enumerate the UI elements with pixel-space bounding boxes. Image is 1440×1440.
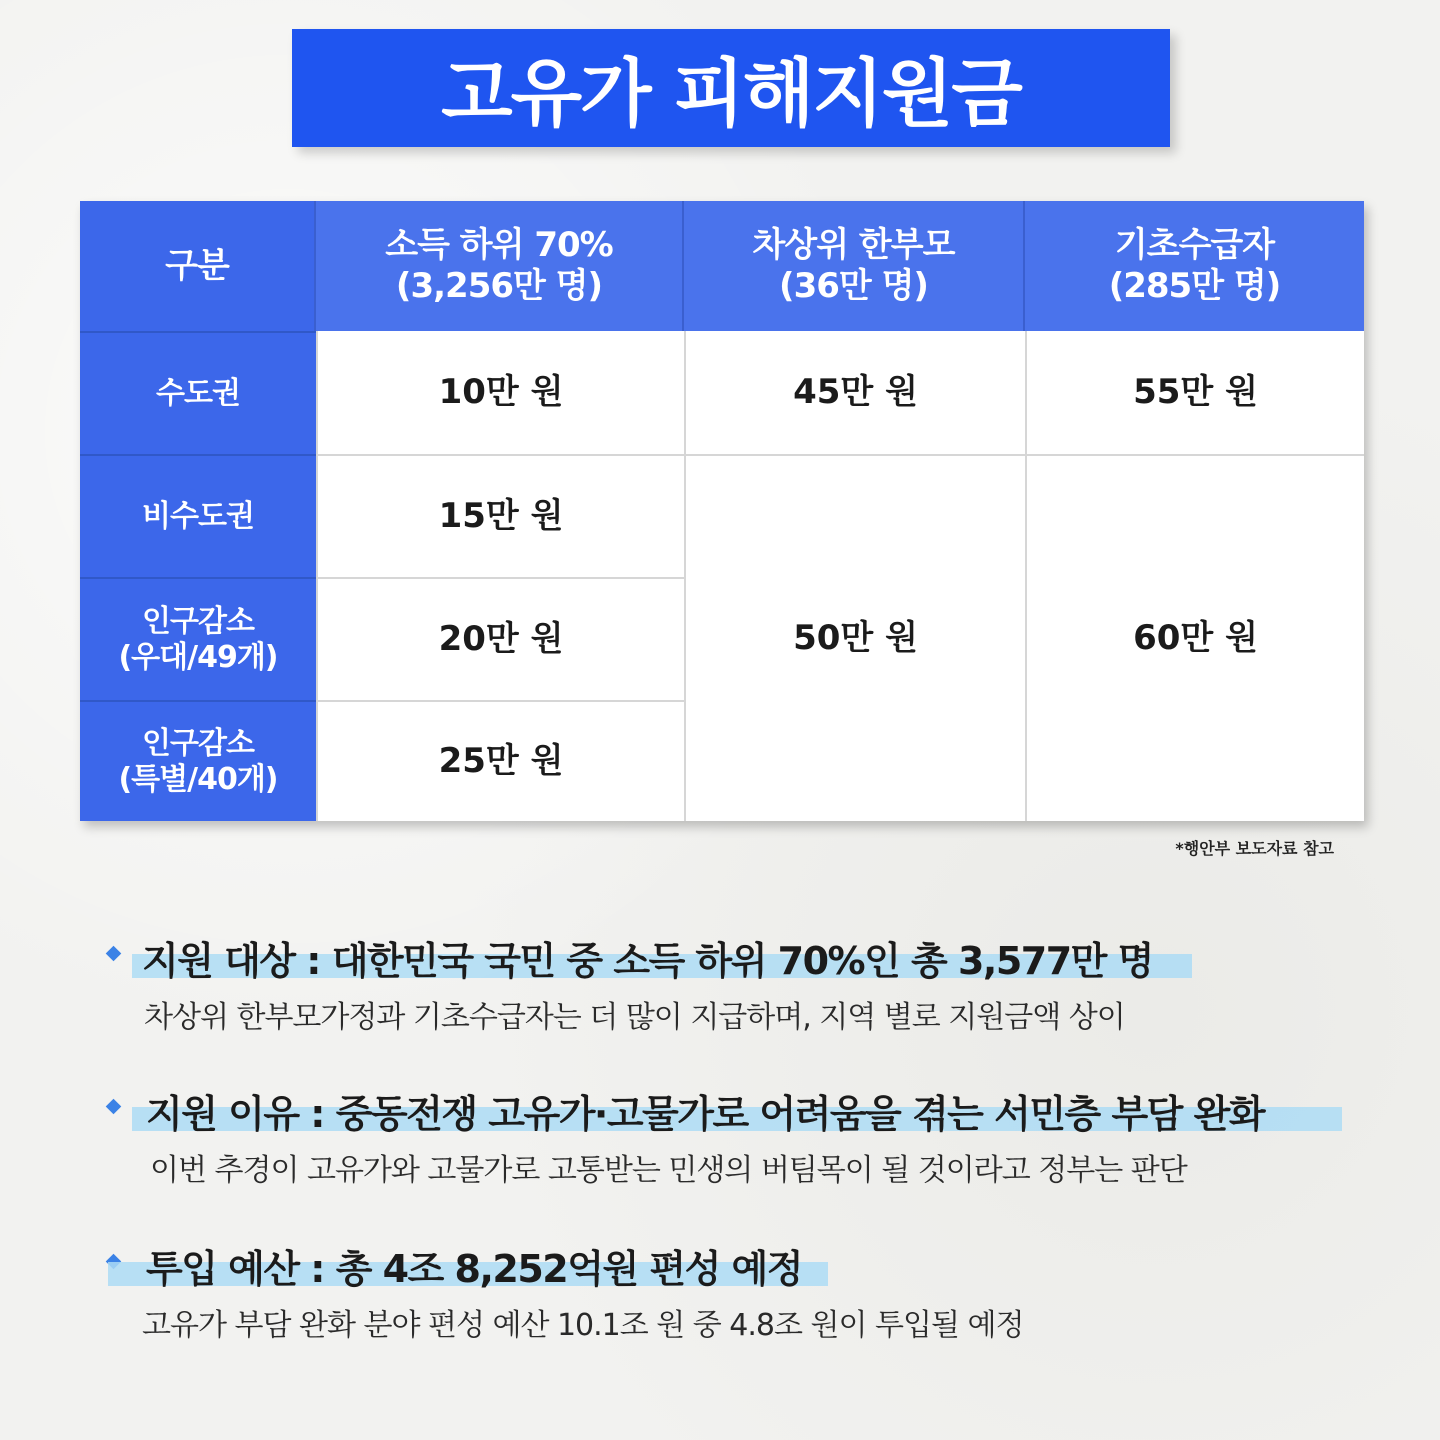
row-header-non-capital (80, 454, 316, 577)
bullet-description: 이번 추경이 고유가와 고물가로 고통받는 민생의 버팀목이 될 것이라고 정부는 판단 (150, 1153, 1187, 1188)
diamond-bullet-icon (106, 946, 122, 962)
column-header-income70 (316, 201, 684, 331)
column-header-line1: 차상위 한부모 (752, 225, 955, 266)
bullet-heading: 지원 대상 : 대한민국 국민 중 소득 하위 70%인 총 3,577만 명 (142, 939, 1153, 983)
row-header-line2: (특별/40개) (118, 761, 278, 797)
row-header-line1: 비수도권 (142, 498, 254, 534)
cell-basic-recipient-capital: 55만 원 (1025, 331, 1364, 454)
bullet-heading: 투입 예산 : 총 4조 8,252억원 편성 예정 (146, 1247, 802, 1291)
bullet-description: 고유가 부담 완화 분야 편성 예산 10.1조 원 중 4.8조 원이 투입될 예정 (142, 1308, 1024, 1343)
cell-single-parent-other: 50만 원 (684, 454, 1025, 821)
title-banner (292, 29, 1170, 147)
cell-basic-recipient-other: 60만 원 (1025, 454, 1364, 821)
row-header-line1: 수도권 (156, 375, 240, 411)
bullet-heading: 지원 이유 : 중동전쟁 고유가·고물가로 어려움을 겪는 서민층 부담 완화 (146, 1092, 1265, 1136)
bullet-description: 차상위 한부모가정과 기초수급자는 더 많이 지급하며, 지역 별로 지원금액 상이 (144, 1000, 1125, 1035)
support-table (80, 201, 1364, 821)
cell-income70-preferred: 20만 원 (316, 577, 684, 700)
row-header-depopulation-preferred (80, 577, 316, 700)
row-header-line2: (우대/49개) (118, 639, 278, 675)
cell-income70-capital: 10만 원 (316, 331, 684, 454)
row-header-capital (80, 331, 316, 454)
row-header-line1: 인구감소 (142, 603, 254, 639)
table-corner-header (80, 201, 316, 331)
column-header-line2: (285만 명) (1108, 266, 1281, 306)
corner-label: 구분 (165, 245, 229, 286)
row-header-line1: 인구감소 (142, 725, 254, 761)
cell-income70-non-capital: 15만 원 (316, 454, 684, 577)
column-header-line2: (3,256만 명) (395, 266, 603, 306)
column-header-basic-recipient (1025, 201, 1364, 331)
source-note: *행안부 보도자료 참고 (1175, 839, 1334, 858)
column-header-line1: 소득 하위 70% (385, 225, 613, 266)
column-header-single-parent (684, 201, 1025, 331)
cell-single-parent-capital: 45만 원 (684, 331, 1025, 454)
row-header-depopulation-special (80, 700, 316, 821)
cell-income70-special: 25만 원 (316, 700, 684, 821)
column-header-line2: (36만 명) (779, 266, 928, 306)
column-header-line1: 기초수급자 (1114, 225, 1275, 266)
diamond-bullet-icon (106, 1099, 122, 1115)
page-title: 고유가 피해지원금 (441, 51, 1021, 137)
